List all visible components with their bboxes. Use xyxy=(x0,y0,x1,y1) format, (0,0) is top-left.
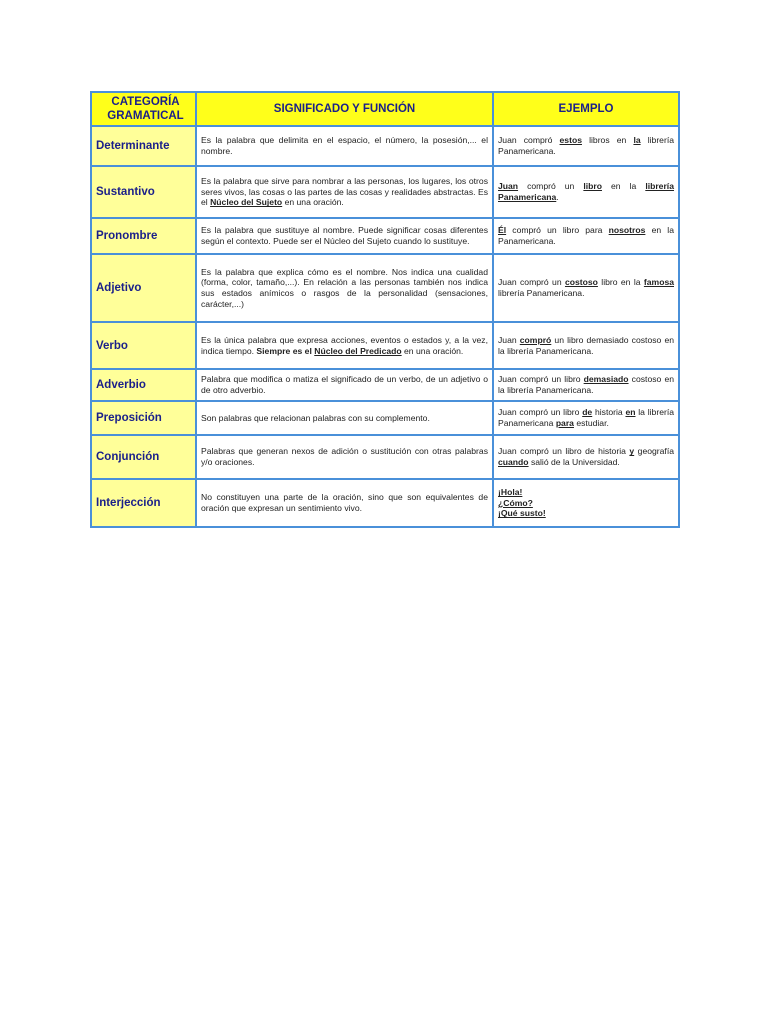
example-text-segment: la librería Panamericana xyxy=(498,407,675,428)
example-line: ¿Cómo? xyxy=(498,497,533,508)
example-cell xyxy=(493,479,679,527)
meaning-cell xyxy=(196,322,493,369)
meaning-cell xyxy=(196,218,493,254)
table-row xyxy=(91,435,679,479)
category-cell: Preposición xyxy=(91,401,196,435)
table-row xyxy=(91,479,679,527)
meaning-text-segment: Núcleo del Predicado xyxy=(314,345,402,356)
category-cell: Verbo xyxy=(91,322,196,369)
table-row xyxy=(91,218,679,254)
meaning-text-segment: Palabras que generan nexos de adición o sustitución con otras palabras y/o oraciones. xyxy=(201,446,488,467)
example-cell xyxy=(493,218,679,254)
example-text-segment: . xyxy=(556,192,559,202)
example-text-segment: en la Panamericana. xyxy=(498,225,674,246)
example-text-segment: compró un xyxy=(518,181,584,192)
example-text-segment: libro en la xyxy=(597,277,644,288)
example-text-segment: Juan compró un libro xyxy=(498,407,583,418)
example-text-segment: librería Panamericana. xyxy=(498,288,585,298)
example-text-segment: librería Panamericana xyxy=(498,181,674,202)
category-cell: Pronombre xyxy=(91,218,196,254)
example-text-segment: Juan compró xyxy=(498,135,560,146)
meaning-text-segment: Es la única palabra que expresa acciones, eventos o estados y, a la vez, indica tiempo. xyxy=(201,334,488,356)
example-text-segment: compró xyxy=(519,334,552,345)
meaning-cell xyxy=(196,166,493,218)
category-cell: Sustantivo xyxy=(91,166,196,218)
example-cell xyxy=(493,126,679,166)
category-cell: Determinante xyxy=(91,126,196,166)
example-line: ¡Hola! xyxy=(498,487,523,498)
category-cell: Interjección xyxy=(91,479,196,527)
table-header-row xyxy=(91,92,679,126)
example-text-segment: la xyxy=(633,135,641,146)
example-text-segment: famosa xyxy=(643,277,674,288)
meaning-cell xyxy=(196,435,493,479)
example-text-segment: estudiar. xyxy=(573,418,609,428)
example-text-segment: librería Panamericana. xyxy=(498,135,674,156)
example-cell xyxy=(493,369,679,401)
header-category: CATEGORÍA GRAMATICAL xyxy=(91,92,196,126)
example-text-segment: en xyxy=(625,407,636,418)
category-cell: Conjunción xyxy=(91,435,196,479)
example-text-segment: Juan compró un xyxy=(498,277,565,288)
meaning-text-segment: No constituyen una parte de la oración, sino que son equivalentes de oración que expresan un sentimiento vivo. xyxy=(201,492,488,513)
table-row xyxy=(91,369,679,401)
meaning-text-segment: Son palabras que relacionan palabras con su complemento. xyxy=(201,412,430,423)
grammar-categories-table xyxy=(90,91,680,528)
example-text-segment: en la xyxy=(601,181,646,192)
example-cell xyxy=(493,435,679,479)
example-text-segment: Juan compró un libro de historia xyxy=(498,446,630,457)
meaning-text-segment: Es la palabra que explica cómo es el nombre. Nos indica una cualidad (forma, color, tamaño,...). En relación a las personas también nos indica sus estados anímicos o rasgos de la personalidad (sensaciones, carácter,...) xyxy=(201,266,488,309)
example-text-segment: geografía xyxy=(634,446,674,457)
example-line: ¡Qué susto! xyxy=(498,508,546,519)
meaning-cell xyxy=(196,401,493,435)
meaning-text-segment: Palabra que modifica o matiza el significado de un verbo, de un adjetivo o de otro adverbio. xyxy=(201,374,488,395)
header-meaning: SIGNIFICADO Y FUNCIÓN xyxy=(196,92,493,126)
example-text-segment: Juan xyxy=(498,334,520,345)
meaning-text-segment: Es la palabra que sustituye al nombre. Puede significar cosas diferentes según el contexto. Puede ser el Núcleo del Sujeto cuando lo sustituye. xyxy=(201,225,488,246)
table-row xyxy=(91,322,679,369)
example-text-segment: estos xyxy=(559,135,582,146)
example-text-segment: y xyxy=(629,446,635,457)
example-text-segment: costoso xyxy=(564,277,598,288)
meaning-text-segment: Núcleo del Sujeto xyxy=(210,197,283,208)
example-text-segment: un libro demasiado costoso en la librería Panamericana. xyxy=(498,334,674,356)
meaning-cell xyxy=(196,479,493,527)
meaning-text-segment: en una oración. xyxy=(401,345,464,356)
meaning-text-segment: Es la palabra que sirve para nombrar a las personas, los lugares, los otros seres vivos, las cosas o las partes de las cosas y realidades abstractas. Es el xyxy=(201,176,488,208)
example-cell xyxy=(493,322,679,369)
example-cell xyxy=(493,401,679,435)
example-text-segment: compró un libro para xyxy=(506,225,609,236)
example-text-segment: Juan xyxy=(498,181,519,192)
meaning-text-segment: en una oración. xyxy=(282,197,344,208)
example-text-segment: libro xyxy=(583,181,602,192)
meaning-text-segment: Siempre es el xyxy=(256,345,315,356)
example-text-segment: salió de la Universidad. xyxy=(528,457,620,467)
example-text-segment: Juan compró un libro xyxy=(498,374,584,385)
example-text-segment: costoso en la librería Panamericana. xyxy=(498,374,674,395)
meaning-cell xyxy=(196,369,493,401)
table-row xyxy=(91,401,679,435)
example-text-segment: Él xyxy=(498,225,507,236)
example-cell xyxy=(493,254,679,322)
table-row xyxy=(91,166,679,218)
category-cell: Adverbio xyxy=(91,369,196,401)
example-text-segment: nosotros xyxy=(608,225,646,236)
example-text-segment: historia xyxy=(592,407,626,418)
meaning-text-segment: Es la palabra que delimita en el espacio, el número, la posesión,... el nombre. xyxy=(201,135,488,156)
example-text-segment: para xyxy=(555,418,574,428)
example-text-segment: de xyxy=(582,407,593,418)
example-text-segment: demasiado xyxy=(583,374,629,385)
header-example: EJEMPLO xyxy=(493,92,679,126)
table-row xyxy=(91,254,679,322)
category-cell: Adjetivo xyxy=(91,254,196,322)
table-row xyxy=(91,126,679,166)
meaning-cell xyxy=(196,254,493,322)
meaning-cell xyxy=(196,126,493,166)
example-cell xyxy=(493,166,679,218)
example-text-segment: libros en xyxy=(581,135,634,146)
example-text-segment: cuando xyxy=(498,457,529,467)
